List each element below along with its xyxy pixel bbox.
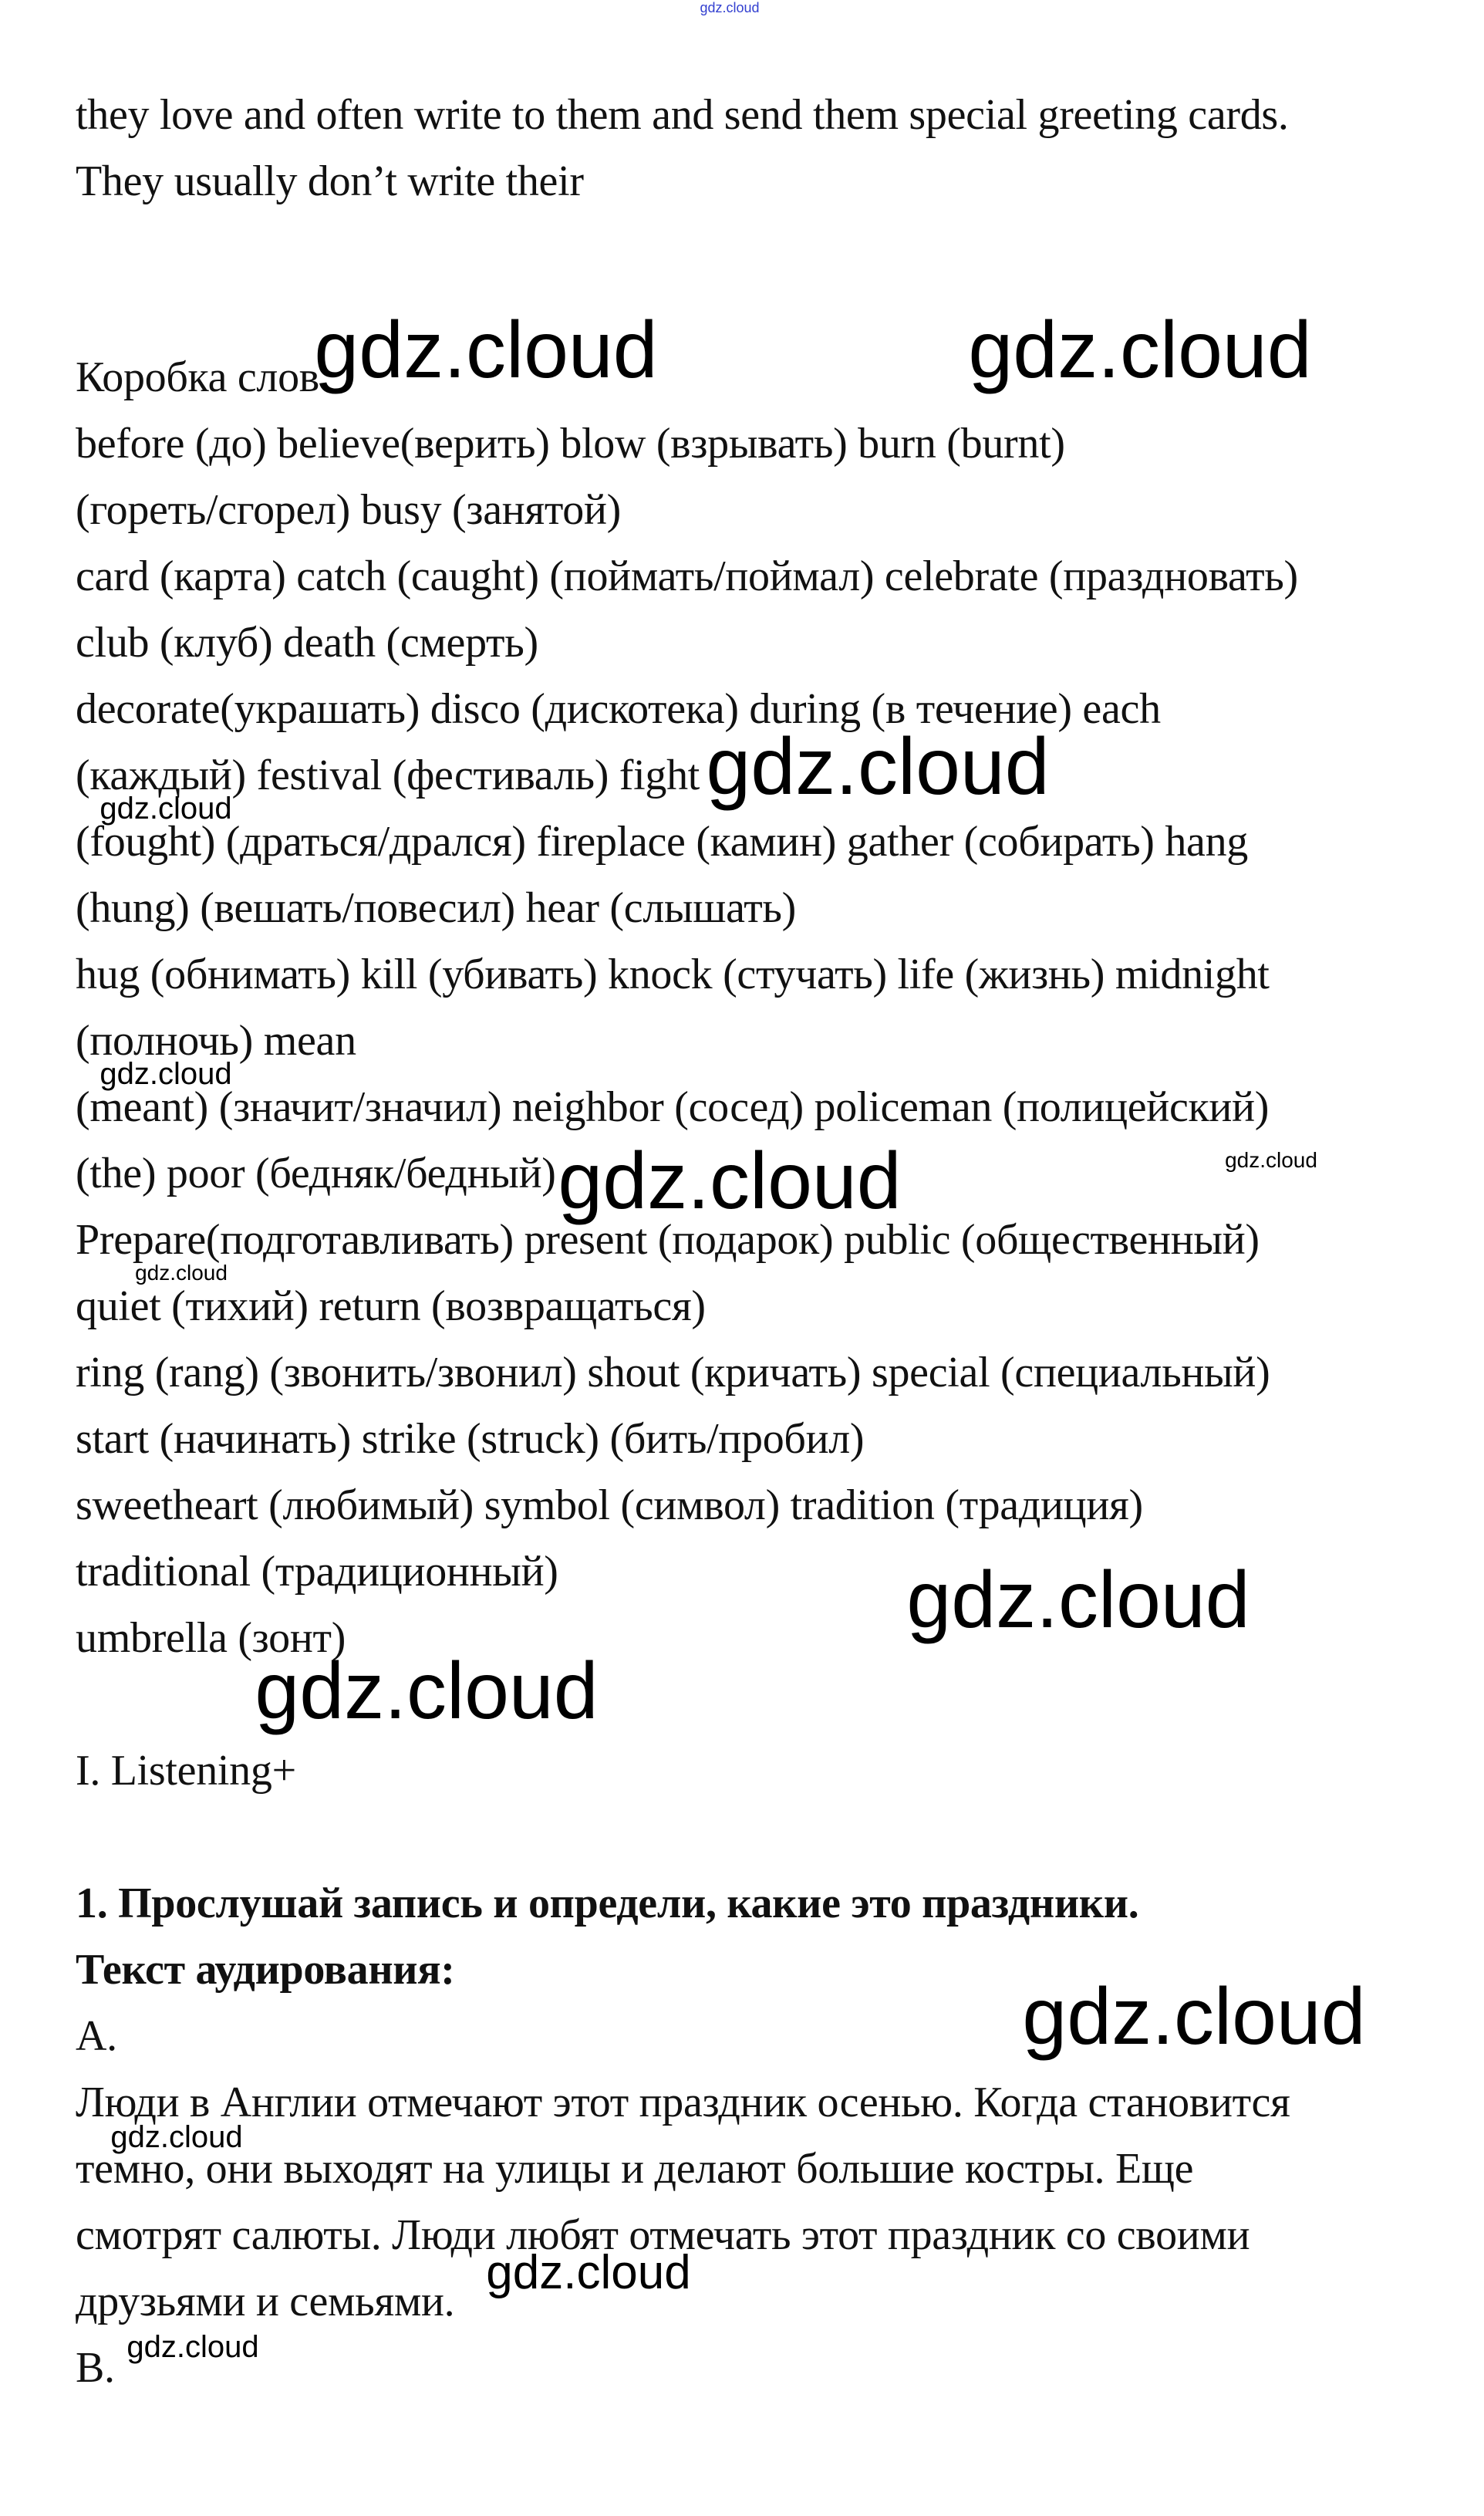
word-box-line: start (начинать) strike (struck) (бить/пробил) <box>76 1415 865 1463</box>
watermark-logo: gdz.cloud <box>1022 1972 1366 2062</box>
section-heading: I. Listening+ <box>76 1747 296 1795</box>
watermark-logo: gdz.cloud <box>126 2330 259 2364</box>
paragraph-line: друзьями и семьями. <box>76 2278 455 2325</box>
word-box-line: card (карта) catch (caught) (поймать/поймал) celebrate (праздновать) <box>76 552 1298 600</box>
task-heading: 1. Прослушай запись и определи, какие это праздники. <box>76 1879 1139 1927</box>
word-box-line: quiet (тихий) return (возвращаться) <box>76 1282 706 1330</box>
watermark-logo: gdz.cloud <box>558 1136 902 1226</box>
watermark-logo: gdz.cloud <box>906 1555 1250 1645</box>
word-box-line: (полночь) mean <box>76 1017 356 1065</box>
watermark-logo: gdz.cloud <box>700 0 760 15</box>
watermark-logo: gdz.cloud <box>135 1261 228 1285</box>
word-box-line: (каждый) festival (фестиваль) fight <box>76 751 700 799</box>
word-box-line: (hung) (вешать/повесил) hear (слышать) <box>76 884 796 932</box>
item-label-a: A. <box>76 2012 117 2060</box>
word-box-line: ring (rang) (звонить/звонил) shout (кричать) special (специальный) <box>76 1349 1270 1396</box>
word-box-line: before (до) believe(верить) blow (взрывать) burn (burnt) <box>76 420 1065 468</box>
word-box-line: club (клуб) death (смерть) <box>76 619 538 667</box>
word-box-line: (гореть/сгорел) busy (занятой) <box>76 486 622 534</box>
word-box-line: umbrella (зонт) <box>76 1614 346 1662</box>
word-box-line: traditional (традиционный) <box>76 1548 558 1596</box>
word-box-line: (the) poor (бедняк/бедный) <box>76 1150 556 1197</box>
watermark-logo: gdz.cloud <box>1225 1148 1317 1172</box>
listening-text-heading: Текст аудирования: <box>76 1946 455 1994</box>
text-line: They usually don’t write their <box>76 157 584 205</box>
word-box-line: sweetheart (любимый) symbol (символ) tradition (традиция) <box>76 1481 1143 1529</box>
watermark-logo: gdz.cloud <box>255 1646 599 1736</box>
paragraph-line: Люди в Англии отмечают этот праздник осенью. Когда становится <box>76 2079 1290 2126</box>
watermark-logo: gdz.cloud <box>99 1057 232 1091</box>
word-box-heading: Коробка слов <box>76 353 319 401</box>
watermark-logo: gdz.cloud <box>110 2120 243 2154</box>
word-box-line: (fought) (драться/дрался) fireplace (камин) gather (собирать) hang <box>76 818 1249 866</box>
watermark-logo: gdz.cloud <box>706 722 1050 812</box>
paragraph-line: темно, они выходят на улицы и делают большие костры. Еще <box>76 2145 1194 2193</box>
watermark-logo: gdz.cloud <box>99 792 232 826</box>
watermark-logo: gdz.cloud <box>968 306 1312 395</box>
word-box-line: (meant) (значит/значил) neighbor (сосед) policeman (полицейский) <box>76 1083 1270 1131</box>
word-box-line: hug (обнимать) kill (убивать) knock (стучать) life (жизнь) midnight <box>76 951 1270 998</box>
watermark-logo: gdz.cloud <box>314 306 658 395</box>
word-box-line: Prepare(подготавливать) present (подарок) public (общественный) <box>76 1216 1260 1264</box>
paragraph-line: смотрят салюты. Люди любят отмечать этот праздник со своими <box>76 2211 1250 2259</box>
word-box-line: decorate(украшать) disco (дискотека) during (в течение) each <box>76 685 1161 733</box>
item-label-b: B. <box>76 2344 115 2392</box>
watermark-logo: gdz.cloud <box>486 2246 691 2299</box>
text-line: they love and often write to them and send them special greeting cards. <box>76 91 1289 139</box>
